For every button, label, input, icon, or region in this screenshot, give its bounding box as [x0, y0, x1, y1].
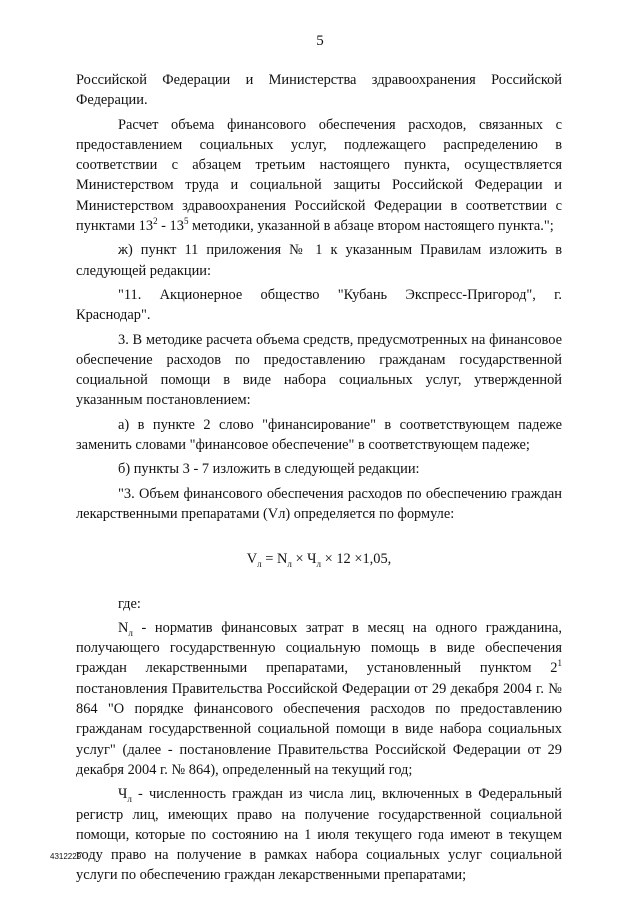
p2-end: методики, указанной в абзаце втором настоящего пункта.";	[188, 218, 554, 235]
paragraph-ch-definition	[76, 784, 562, 885]
n-symbol-sub: л	[128, 627, 133, 638]
paragraph-item-a: а) в пункте 2 слово "финансирование" в соответствующем падеже заменить словами "финансовое обеспечение" в соответствующем падеже;	[76, 416, 562, 454]
formula-v-sub: л	[257, 559, 262, 570]
formula-n: = N	[261, 551, 288, 568]
paragraph-item-b: б) пункты 3 - 7 изложить в следующей редакции:	[118, 461, 420, 478]
page-number: 5	[316, 33, 324, 49]
paragraph-point-3: "3. Объем финансового обеспечения расходов по обеспечению граждан лекарственными препаратами (Vл) определяется по формуле:	[76, 485, 562, 522]
formula-ch: × Ч	[291, 551, 317, 568]
p2-sup-1: 2	[153, 216, 158, 227]
paragraph-continuation: Российской Федерации и Министерства здравоохранения Российской Федерации.	[76, 72, 562, 109]
n-symbol: N	[118, 619, 129, 636]
paragraph-calculation	[76, 115, 562, 237]
paragraph-item-11: "11. Акционерное общество "Кубань Экспресс-Пригород", г. Краснодар".	[76, 286, 562, 324]
n-text-a: - норматив финансовых затрат в месяц на одного гражданина, получающего государственную социальную помощь в виде обеспечения граждан лекарственными препаратами, установленный пунктом 2	[76, 619, 562, 677]
n-text-sup: 1	[557, 658, 562, 669]
paragraph-item-zh: ж) пункт 11 приложения № 1 к указанным Правилам изложить в следующей редакции:	[76, 242, 562, 279]
ch-symbol-sub: л	[127, 794, 132, 805]
p2-mid: - 13	[157, 218, 184, 235]
formula-n-sub: л	[287, 559, 292, 570]
ch-symbol: Ч	[118, 786, 128, 803]
formula-v: V	[246, 551, 258, 568]
p2-text: Расчет объема финансового обеспечения расходов, связанных с предоставлением социальных услуг, подлежащего распределению в соответствии с абзацем третьим настоящего пункта, осуществляется Министерством труда и социальной защиты Российской Федерации и Министерством здравоохранения Российской Федерации в соответствии с пунктами 13	[76, 116, 562, 235]
paragraph-n-definition	[76, 618, 562, 780]
formula-rest: × 12 ×1,05,	[321, 551, 392, 568]
document-code: 4312229	[50, 852, 82, 861]
n-text-b: постановления Правительства Российской Федерации от 29 декабря 2004 г. № 864 "О порядке финансового обеспечения расходов по предоставлению гражданам государственной социальной помощи в виде набора социальных услуг" (далее - постановление Правительства Российской Федерации от 29 декабря 2004 г. № 864), определенный на текущий год;	[76, 680, 562, 778]
ch-text: - численность граждан из числа лиц, включенных в Федеральный регистр лиц, имеющих право на получение государственной социальной помощи, которые по состоянию на 1 июля текущего года имеют в текущем году право на получение в рамках набора социальных услуг социальной услуги по обеспечению граждан лекарственными препаратами;	[76, 786, 562, 884]
p2-sup-2: 5	[183, 216, 189, 227]
paragraph-section-3: 3. В методике расчета объема средств, предусмотренных на финансовое обеспечение расходов по предоставлению гражданам государственной социальной помощи в виде набора социальных услуг, утвержденной указанным постановлением:	[76, 331, 562, 409]
paragraph-where: где:	[118, 595, 141, 612]
formula-ch-sub: л	[316, 559, 322, 570]
formula	[76, 549, 562, 569]
document-body	[76, 70, 562, 886]
